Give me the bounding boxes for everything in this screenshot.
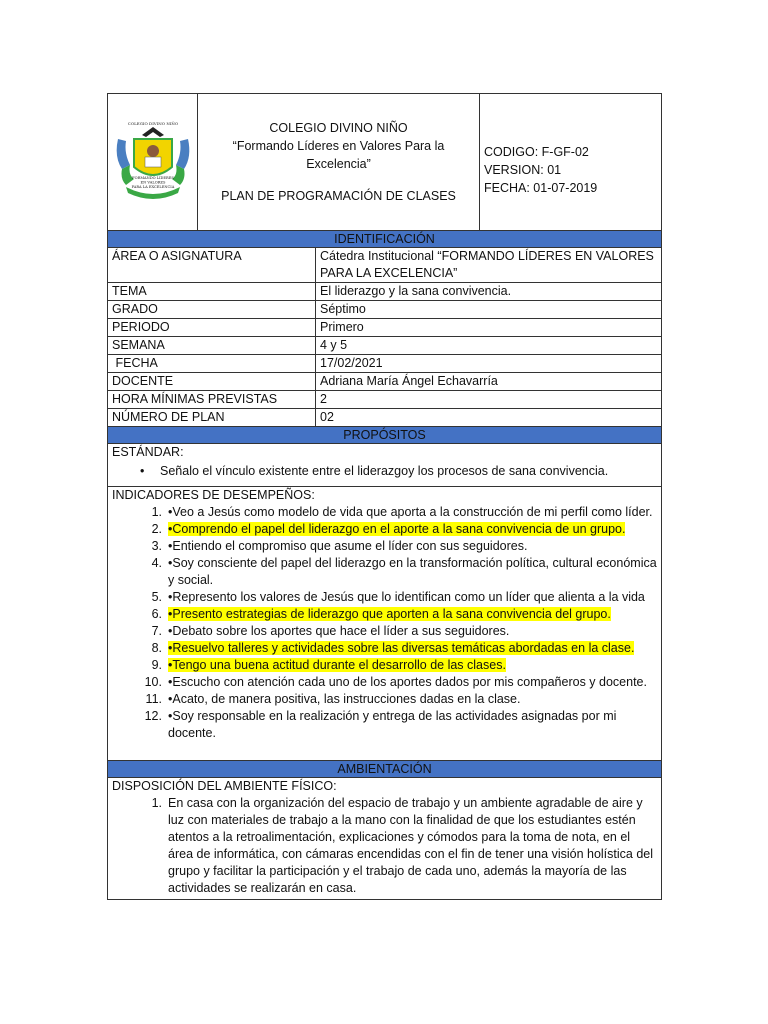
item-text <box>168 691 657 708</box>
id-row-value: Cátedra Institucional “FORMANDO LÍDERES EN VALORES PARA LA EXCELENCIA” <box>316 248 662 283</box>
id-row-label: PERIODO <box>108 319 316 337</box>
item-text-content: •Comprendo el papel del liderazgo en el aporte a la sana convivencia de un grupo. <box>168 522 626 536</box>
item-text <box>168 521 657 538</box>
svg-text:FORMANDO LÍDERES: FORMANDO LÍDERES <box>131 175 174 180</box>
item-text-content: •Soy consciente del papel del liderazgo en la transformación política, cultural económica y social. <box>168 556 657 587</box>
indicador-item <box>122 504 657 521</box>
item-text-content: •Entiendo el compromiso que asume el líder con sus seguidores. <box>168 539 528 553</box>
id-row <box>108 248 662 283</box>
indicador-item <box>122 674 657 691</box>
indicadores-list <box>112 504 657 742</box>
item-text <box>168 674 657 691</box>
section-header-identificacion: IDENTIFICACIÓN <box>108 231 662 248</box>
id-row-label: SEMANA <box>108 337 316 355</box>
id-row-value: 02 <box>316 409 662 427</box>
ambientacion-list <box>112 795 657 897</box>
item-number: 5. <box>151 590 162 604</box>
item-number: 4. <box>151 556 162 570</box>
section-header-propositos: PROPÓSITOS <box>108 427 662 444</box>
estandar-list <box>112 463 657 480</box>
logo-cell <box>108 94 198 231</box>
ambientacion-cell <box>108 778 662 900</box>
item-text-content: •Veo a Jesús como modelo de vida que aporta a la construcción de mi perfil como líder. <box>168 505 653 519</box>
id-row-value: 2 <box>316 391 662 409</box>
indicador-item <box>122 640 657 657</box>
item-text <box>168 555 657 589</box>
indicador-item <box>122 521 657 538</box>
svg-text:COLEGIO DIVINO NIÑO: COLEGIO DIVINO NIÑO <box>127 120 178 126</box>
item-text-content: •Tengo una buena actitud durante el desarrollo de las clases. <box>168 658 506 672</box>
id-row-label: TEMA <box>108 283 316 301</box>
item-number: 6. <box>151 607 162 621</box>
item-text-content: •Escucho con atención cada uno de los aportes dados por mis compañeros y docente. <box>168 675 647 689</box>
indicadores-cell <box>108 487 662 761</box>
estandar-label: ESTÁNDAR: <box>112 445 184 459</box>
id-row <box>108 319 662 337</box>
item-number: 12. <box>144 709 162 723</box>
id-row <box>108 283 662 301</box>
indicador-item <box>122 589 657 606</box>
item-text <box>168 708 657 742</box>
id-row-label: ÁREA O ASIGNATURA <box>108 248 316 283</box>
indicador-item <box>122 657 657 674</box>
list-item: • Señalo el vínculo existente entre el liderazgoy los procesos de sana convivencia. <box>136 463 657 480</box>
item-text <box>168 589 657 606</box>
id-row-value: Adriana María Ángel Echavarría <box>316 373 662 391</box>
section-header-ambientacion: AMBIENTACIÓN <box>108 761 662 778</box>
item-number: 2. <box>151 522 162 536</box>
item-text <box>168 657 657 674</box>
id-row-value: El liderazgo y la sana convivencia. <box>316 283 662 301</box>
id-row-label: FECHA <box>108 355 316 373</box>
school-name: COLEGIO DIVINO NIÑO <box>269 121 408 135</box>
id-row-label: NÚMERO DE PLAN <box>108 409 316 427</box>
indicadores-label: INDICADORES DE DESEMPEÑOS: <box>112 488 315 502</box>
item-number: 10. <box>144 675 162 689</box>
header-row <box>108 94 662 231</box>
document-meta <box>480 94 662 231</box>
item-number: 7. <box>151 624 162 638</box>
item-text: En casa con la organización del espacio de trabajo y un ambiente agradable de aire y luz con materiales de trabajo a la mano con la finalidad de que los estudiantes estén atentos a la retroalimentación, explicaciones y cómodos para la toma de nota, en el área de informática, con cámaras encendidas con el fin de tener una visión holística del grupo y facilitar la participación y el trabajo de cada uno, además la mayoría de las actividades se realizarán en casa. <box>168 796 654 895</box>
title-cell <box>198 94 480 231</box>
item-text-content: •Presento estrategias de liderazgo que aporten a la sana convivencia del grupo. <box>168 607 611 621</box>
item-text-content: •Acato, de manera positiva, las instrucciones dadas en la clase. <box>168 692 521 706</box>
id-row <box>108 355 662 373</box>
indicador-item <box>122 538 657 555</box>
id-row-value: 17/02/2021 <box>316 355 662 373</box>
indicador-item <box>122 708 657 742</box>
item-text <box>168 640 657 657</box>
item-text <box>168 538 657 555</box>
id-row-value: Séptimo <box>316 301 662 319</box>
item-number: 9. <box>151 658 162 672</box>
document-title: PLAN DE PROGRAMACIÓN DE CLASES <box>221 189 456 203</box>
item-number: 3. <box>151 539 162 553</box>
item-text <box>168 504 657 521</box>
indicador-item <box>122 555 657 589</box>
school-logo-icon <box>112 117 194 203</box>
id-row <box>108 409 662 427</box>
item-text <box>168 606 657 623</box>
document-date: FECHA: 01-07-2019 <box>484 181 598 195</box>
item-text-content: •Resuelvo talleres y actividades sobre las diversas temáticas abordadas en la clase. <box>168 641 635 655</box>
id-row-label: GRADO <box>108 301 316 319</box>
item-text-content: •Soy responsable en la realización y entrega de las actividades asignadas por mi docente. <box>168 709 617 740</box>
item-text <box>168 623 657 640</box>
id-row-value: Primero <box>316 319 662 337</box>
document-version: VERSION: 01 <box>484 163 562 177</box>
indicador-item <box>122 623 657 640</box>
school-motto: “Formando Líderes en Valores Para la Excelencia” <box>232 139 445 171</box>
item-text-content: •Represento los valores de Jesús que lo identifican como un líder que alienta a la vida <box>168 590 645 604</box>
item-number: 11. <box>145 692 162 706</box>
item-number: 1. <box>151 796 162 810</box>
estandar-cell <box>108 444 662 487</box>
disposicion-label: DISPOSICIÓN DEL AMBIENTE FÍSICO: <box>112 779 337 793</box>
indicador-item <box>122 606 657 623</box>
id-row-label: HORA MÍNIMAS PREVISTAS <box>108 391 316 409</box>
list-item <box>122 795 657 897</box>
id-row <box>108 337 662 355</box>
svg-text:EN VALORES: EN VALORES <box>140 180 165 184</box>
id-row-value: 4 y 5 <box>316 337 662 355</box>
id-row <box>108 301 662 319</box>
item-number: 8. <box>151 641 162 655</box>
svg-text:PARA LA EXCELENCIA: PARA LA EXCELENCIA <box>131 184 174 189</box>
document-code: CODIGO: F-GF-02 <box>484 145 589 159</box>
id-row-label: DOCENTE <box>108 373 316 391</box>
item-number: 1. <box>151 505 162 519</box>
lesson-plan-table <box>107 93 662 900</box>
item-text-content: •Debato sobre los aportes que hace el líder a sus seguidores. <box>168 624 510 638</box>
indicador-item <box>122 691 657 708</box>
id-row <box>108 391 662 409</box>
id-row <box>108 373 662 391</box>
lesson-plan-document <box>107 93 661 900</box>
